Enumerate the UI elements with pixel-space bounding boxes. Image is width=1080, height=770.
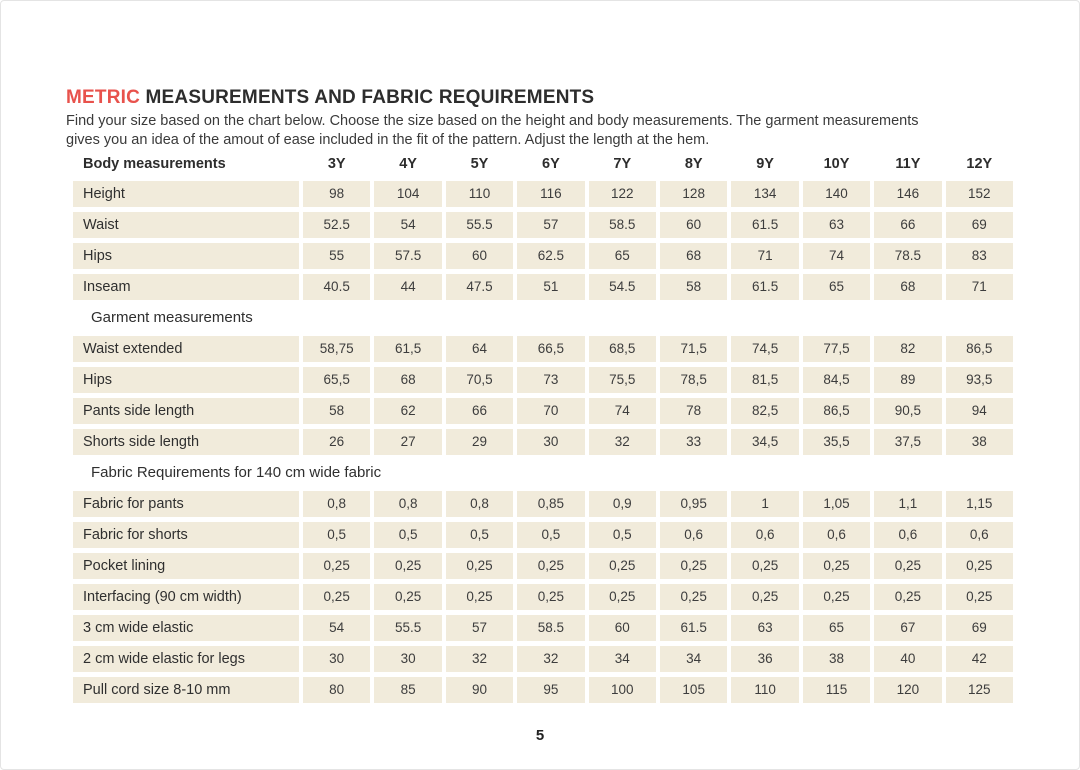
measurement-cell: 65 <box>803 274 870 300</box>
measurement-cell: 0,25 <box>303 553 370 579</box>
size-column-header: 11Y <box>895 156 921 172</box>
measurement-cell: 74 <box>803 243 870 269</box>
page-title-accent: METRIC <box>66 87 141 108</box>
measurement-cell: 65 <box>803 615 870 641</box>
measurement-cell: 65 <box>589 243 656 269</box>
measurement-cell: 34 <box>660 646 727 672</box>
measurement-cell: 64 <box>446 336 513 362</box>
measurement-cell: 47.5 <box>446 274 513 300</box>
measurement-cell: 134 <box>731 181 798 207</box>
row-label: Waist <box>73 212 299 238</box>
row-label: Height <box>73 181 299 207</box>
measurement-cell: 38 <box>803 646 870 672</box>
measurement-cell: 0,25 <box>874 584 941 610</box>
measurement-cell: 0,25 <box>803 553 870 579</box>
measurement-cell: 0,6 <box>946 522 1013 548</box>
measurement-cell: 54 <box>303 615 370 641</box>
measurement-cell: 34,5 <box>731 429 798 455</box>
measurement-cell: 0,8 <box>446 491 513 517</box>
measurement-cell: 40.5 <box>303 274 370 300</box>
measurement-cell: 0,25 <box>660 584 727 610</box>
measurement-cell: 0,25 <box>517 584 584 610</box>
row-label: Fabric for shorts <box>73 522 299 548</box>
measurement-cell: 146 <box>874 181 941 207</box>
measurement-cell: 71 <box>946 274 1013 300</box>
measurement-cell: 66,5 <box>517 336 584 362</box>
page-title-rest: MEASUREMENTS AND FABRIC REQUIREMENTS <box>140 87 595 108</box>
measurement-cell: 32 <box>517 646 584 672</box>
measurement-cell: 61.5 <box>660 615 727 641</box>
measurement-cell: 30 <box>374 646 441 672</box>
row-label: 3 cm wide elastic <box>73 615 299 641</box>
measurement-cell: 105 <box>660 677 727 703</box>
measurement-cell: 57 <box>446 615 513 641</box>
measurement-cell: 0,25 <box>731 584 798 610</box>
row-label: Pocket lining <box>73 553 299 579</box>
measurement-cell: 0,9 <box>589 491 656 517</box>
measurement-cell: 80 <box>303 677 370 703</box>
measurement-cell: 55 <box>303 243 370 269</box>
measurement-cell: 73 <box>517 367 584 393</box>
measurement-cell: 68 <box>874 274 941 300</box>
measurement-cell: 61.5 <box>731 274 798 300</box>
row-label: Hips <box>73 367 299 393</box>
size-column-header: 12Y <box>966 156 993 172</box>
measurement-cell: 0,85 <box>517 491 584 517</box>
measurement-cell: 0,8 <box>303 491 370 517</box>
measurement-cell: 0,25 <box>446 553 513 579</box>
measurement-cell: 86,5 <box>946 336 1013 362</box>
measurement-cell: 58 <box>660 274 727 300</box>
measurement-cell: 69 <box>946 212 1013 238</box>
measurement-cell: 77,5 <box>803 336 870 362</box>
measurement-cell: 60 <box>589 615 656 641</box>
measurement-cell: 0,5 <box>589 522 656 548</box>
row-label: Fabric for pants <box>73 491 299 517</box>
measurement-cell: 83 <box>946 243 1013 269</box>
measurement-cell: 36 <box>731 646 798 672</box>
size-column-header: 10Y <box>823 156 850 172</box>
measurement-cell: 0,6 <box>660 522 727 548</box>
measurement-cell: 66 <box>874 212 941 238</box>
measurement-cell: 84,5 <box>803 367 870 393</box>
measurement-cell: 85 <box>374 677 441 703</box>
measurement-cell: 0,5 <box>303 522 370 548</box>
measurement-cell: 0,25 <box>803 584 870 610</box>
measurement-cell: 82 <box>874 336 941 362</box>
measurement-cell: 68 <box>374 367 441 393</box>
measurement-cell: 120 <box>874 677 941 703</box>
measurement-cell: 54.5 <box>589 274 656 300</box>
measurement-cell: 67 <box>874 615 941 641</box>
size-column-header: 7Y <box>613 156 632 172</box>
measurement-cell: 0,25 <box>874 553 941 579</box>
row-label: Hips <box>73 243 299 269</box>
measurement-cell: 0,25 <box>660 553 727 579</box>
measurement-cell: 100 <box>589 677 656 703</box>
measurement-cell: 0,25 <box>731 553 798 579</box>
measurement-cell: 33 <box>660 429 727 455</box>
measurement-cell: 32 <box>446 646 513 672</box>
measurement-cell: 55.5 <box>374 615 441 641</box>
measurement-cell: 62.5 <box>517 243 584 269</box>
measurement-cell: 61.5 <box>731 212 798 238</box>
section-header: Garment measurements <box>91 309 253 326</box>
measurement-cell: 38 <box>946 429 1013 455</box>
size-column-header: 8Y <box>684 156 703 172</box>
measurement-cell: 63 <box>803 212 870 238</box>
measurement-cell: 93,5 <box>946 367 1013 393</box>
measurement-cell: 60 <box>660 212 727 238</box>
row-label: Interfacing (90 cm width) <box>73 584 299 610</box>
measurement-cell: 122 <box>589 181 656 207</box>
row-label: Pull cord size 8-10 mm <box>73 677 299 703</box>
size-column-header: 6Y <box>542 156 560 172</box>
size-column-header: 5Y <box>470 156 489 172</box>
measurement-cell: 58,75 <box>303 336 370 362</box>
measurement-cell: 68 <box>660 243 727 269</box>
measurement-cell: 98 <box>303 181 370 207</box>
measurement-cell: 0,25 <box>517 553 584 579</box>
measurement-cell: 90 <box>446 677 513 703</box>
measurement-cell: 61,5 <box>374 336 441 362</box>
measurement-cell: 32 <box>589 429 656 455</box>
measurement-cell: 30 <box>517 429 584 455</box>
measurement-cell: 55.5 <box>446 212 513 238</box>
measurement-cell: 58.5 <box>589 212 656 238</box>
measurement-cell: 70,5 <box>446 367 513 393</box>
measurement-cell: 74,5 <box>731 336 798 362</box>
intro-text <box>66 112 1021 150</box>
measurement-cell: 0,6 <box>803 522 870 548</box>
measurement-cell: 95 <box>517 677 584 703</box>
measurement-cell: 0,25 <box>374 584 441 610</box>
measurement-cell: 115 <box>803 677 870 703</box>
measurement-cell: 74 <box>589 398 656 424</box>
measurement-cell: 0,25 <box>946 553 1013 579</box>
measurement-cell: 70 <box>517 398 584 424</box>
measurement-cell: 35,5 <box>803 429 870 455</box>
measurement-cell: 78.5 <box>874 243 941 269</box>
measurement-cell: 60 <box>446 243 513 269</box>
measurement-cell: 0,25 <box>446 584 513 610</box>
measurement-cell: 0,5 <box>446 522 513 548</box>
measurement-cell: 29 <box>446 429 513 455</box>
measurement-cell: 78 <box>660 398 727 424</box>
measurement-cell: 66 <box>446 398 513 424</box>
measurement-cell: 78,5 <box>660 367 727 393</box>
measurement-cell: 57 <box>517 212 584 238</box>
section-header: Fabric Requirements for 140 cm wide fabric <box>91 464 382 481</box>
measurement-cell: 75,5 <box>589 367 656 393</box>
row-label: Shorts side length <box>73 429 299 455</box>
measurement-cell: 140 <box>803 181 870 207</box>
measurement-cell: 58 <box>303 398 370 424</box>
measurement-cell: 37,5 <box>874 429 941 455</box>
measurement-cell: 52.5 <box>303 212 370 238</box>
intro-line-1: Find your size based on the chart below. Choose the size based on the height and body measurements. The garment measurements <box>66 113 919 129</box>
measurement-cell: 30 <box>303 646 370 672</box>
measurement-cell: 0,25 <box>303 584 370 610</box>
measurement-cell: 0,25 <box>374 553 441 579</box>
measurement-cell: 0,25 <box>946 584 1013 610</box>
row-label: Waist extended <box>73 336 299 362</box>
measurement-cell: 86,5 <box>803 398 870 424</box>
measurement-cell: 62 <box>374 398 441 424</box>
measurement-cell: 1,1 <box>874 491 941 517</box>
measurement-cell: 104 <box>374 181 441 207</box>
table-corner-header: Body measurements <box>83 156 226 172</box>
measurement-cell: 69 <box>946 615 1013 641</box>
measurement-cell: 125 <box>946 677 1013 703</box>
page-number: 5 <box>535 727 545 744</box>
measurement-cell: 110 <box>731 677 798 703</box>
measurement-cell: 152 <box>946 181 1013 207</box>
measurement-cell: 81,5 <box>731 367 798 393</box>
measurement-cell: 0,5 <box>517 522 584 548</box>
measurement-cell: 26 <box>303 429 370 455</box>
measurement-cell: 89 <box>874 367 941 393</box>
measurement-cell: 0,8 <box>374 491 441 517</box>
measurement-cell: 90,5 <box>874 398 941 424</box>
measurements-table <box>73 152 1013 703</box>
measurement-cell: 0,95 <box>660 491 727 517</box>
measurement-cell: 0,6 <box>874 522 941 548</box>
measurement-cell: 27 <box>374 429 441 455</box>
measurement-cell: 71,5 <box>660 336 727 362</box>
measurement-cell: 51 <box>517 274 584 300</box>
measurement-cell: 128 <box>660 181 727 207</box>
row-label: Pants side length <box>73 398 299 424</box>
measurement-cell: 34 <box>589 646 656 672</box>
measurement-cell: 116 <box>517 181 584 207</box>
measurement-cell: 68,5 <box>589 336 656 362</box>
measurement-cell: 1 <box>731 491 798 517</box>
measurement-cell: 110 <box>446 181 513 207</box>
page-title <box>66 87 594 109</box>
measurement-cell: 58.5 <box>517 615 584 641</box>
measurement-cell: 71 <box>731 243 798 269</box>
measurement-cell: 82,5 <box>731 398 798 424</box>
measurement-cell: 65,5 <box>303 367 370 393</box>
measurement-cell: 40 <box>874 646 941 672</box>
measurement-cell: 0,6 <box>731 522 798 548</box>
intro-line-2: gives you an idea of the amout of ease included in the fit of the pattern. Adjust the length at the hem. <box>66 132 710 148</box>
measurement-cell: 0,5 <box>374 522 441 548</box>
size-column-header: 3Y <box>327 156 346 172</box>
measurement-cell: 94 <box>946 398 1013 424</box>
measurement-cell: 0,25 <box>589 553 656 579</box>
measurement-cell: 57.5 <box>374 243 441 269</box>
measurement-cell: 42 <box>946 646 1013 672</box>
row-label: 2 cm wide elastic for legs <box>73 646 299 672</box>
measurement-cell: 1,15 <box>946 491 1013 517</box>
measurement-cell: 1,05 <box>803 491 870 517</box>
row-label: Inseam <box>73 274 299 300</box>
measurement-cell: 63 <box>731 615 798 641</box>
measurement-cell: 0,25 <box>589 584 656 610</box>
size-column-header: 9Y <box>756 156 774 172</box>
measurement-cell: 44 <box>374 274 441 300</box>
measurement-cell: 54 <box>374 212 441 238</box>
size-column-header: 4Y <box>399 156 417 172</box>
